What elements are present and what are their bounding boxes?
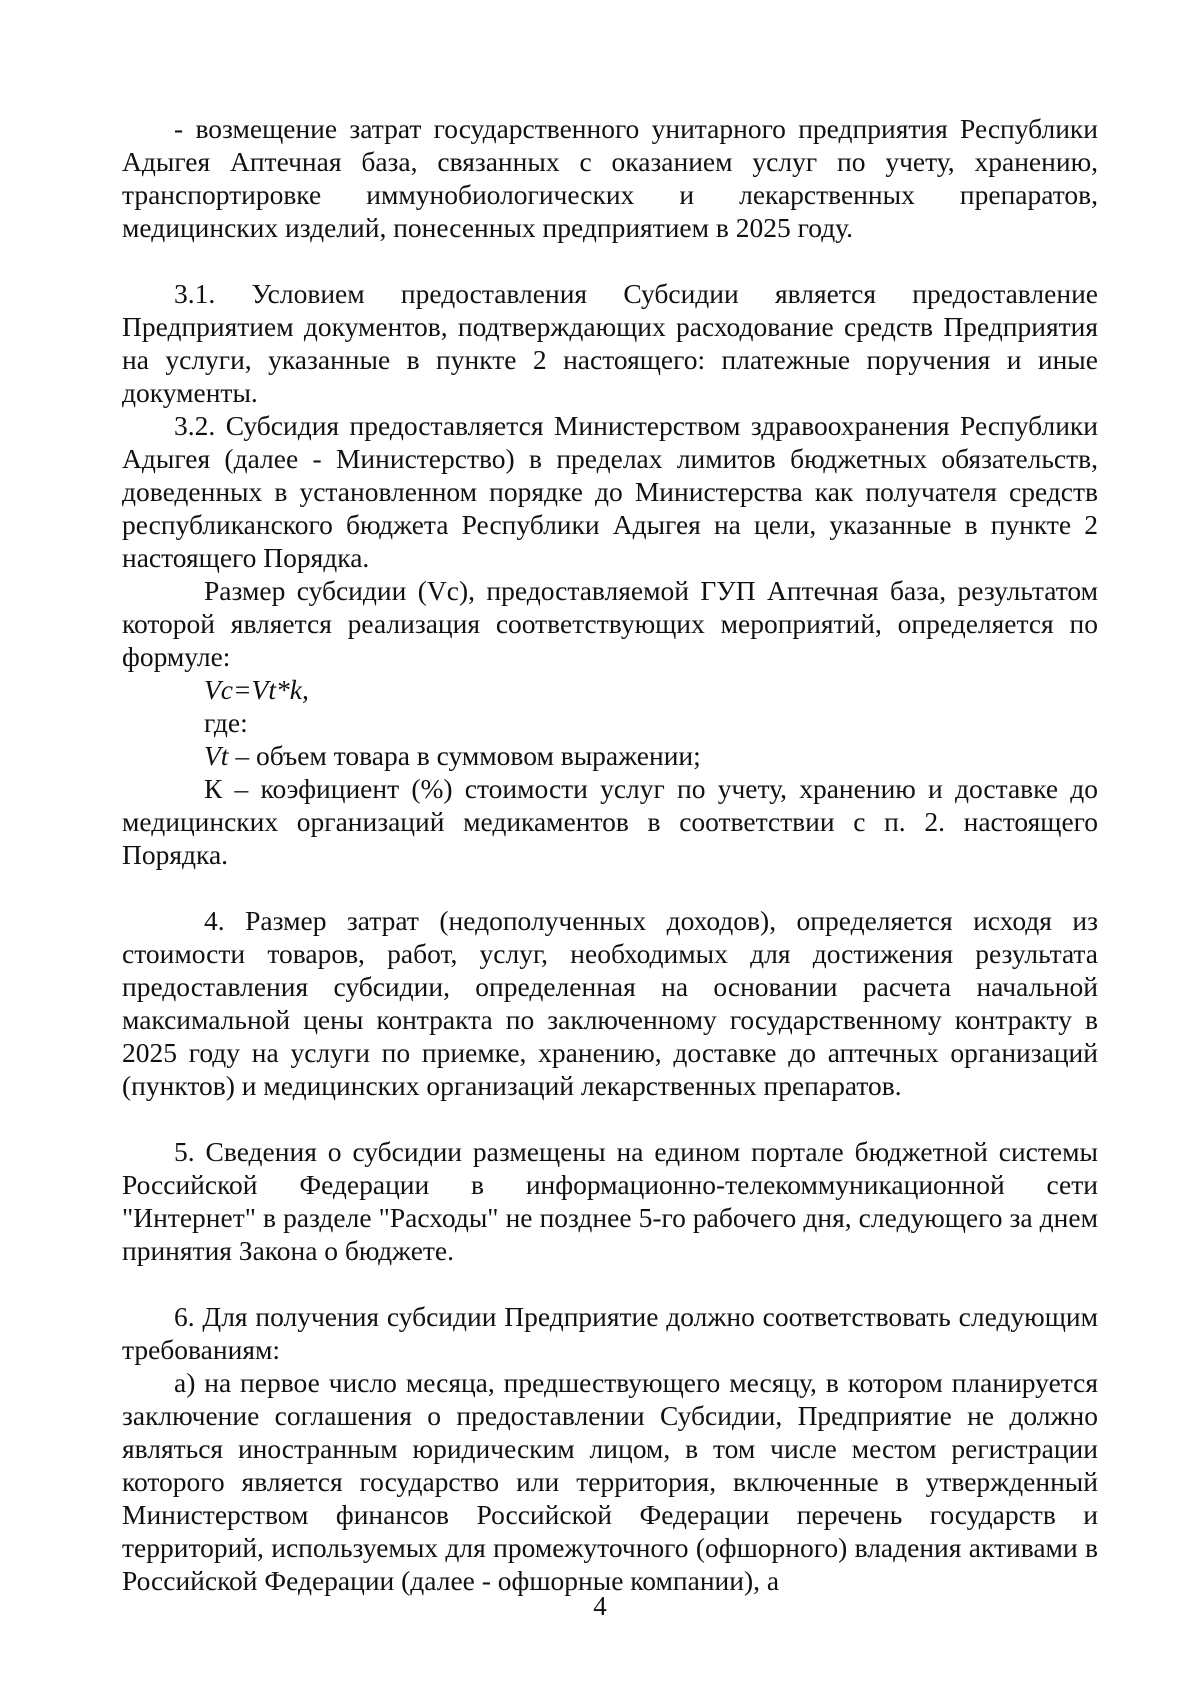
document-body [122,112,1098,1597]
definition-vt [122,739,1098,772]
paragraph-6: 6. Для получения субсидии Предприятие должно соответствовать следующим требованиям: [122,1301,1098,1365]
paragraph-6a: а) на первое число месяца, предшествующего месяцу, в котором планируется заключение соглашения о предоставлении Субсидии, Предприятие не должно являться иностранным юридическим лицом, в том числе местом регистрации которого является государство или территория, включенные в утвержденный Министерством финансов Российской Федерации перечень государств и территорий, используемых для промежуточного (офшорного) владения активами в Российской Федерации (далее - офшорные компании), а [122,1367,1098,1596]
page-number: 4 [593,1591,607,1621]
definition-k: К – коэфициент (%) стоимости услуг по учету, хранению и доставке до медицинских организаций медикаментов в соответствии с п. 2. настоящего Порядка. [122,773,1098,870]
paragraph-3-1: 3.1. Условием предоставления Субсидии является предоставление Предприятием документов, подтверждающих расходование средств Предприятия на услуги, указанные в пункте 2 настоящего: платежные поручения и иные документы. [122,278,1098,408]
vt-symbol: Vt [204,740,229,771]
paragraph-3-2: 3.2. Субсидия предоставляется Министерством здравоохранения Республики Адыгея (далее - Министерство) в пределах лимитов бюджетных обязательств, доведенных в установленном порядке до Министерства как получателя средств республиканского бюджета Республики Адыгея на цели, указанные в пункте 2 настоящего Порядка. [122,410,1098,573]
formula: Vc=Vt*k, [204,674,309,705]
paragraph-5: 5. Сведения о субсидии размещены на едином портале бюджетной системы Российской Федерации в информационно-телекоммуникационной сети "Интернет" в разделе "Расходы" не позднее 5-го рабочего дня, следующего за днем принятия Закона о бюджете. [122,1136,1098,1266]
paragraph-4: 4. Размер затрат (недополученных доходов), определяется исходя из стоимости товаров, работ, услуг, необходимых для достижения результата предоставления субсидии, определенная на основании расчета начальной максимальной цены контракта по заключенному государственному контракту в 2025 году на услуги по приемке, хранению, доставке до аптечных организаций (пунктов) и медицинских организаций лекарственных препаратов. [122,905,1098,1101]
vt-definition-text: – объем товара в суммовом выражении; [228,740,701,771]
formula-where: где: [204,707,248,738]
paragraph-reimbursement: - возмещение затрат государственного унитарного предприятия Республики Адыгея Аптечная база, связанных с оказанием услуг по учету, хранению, транспортировке иммунобиологических и лекарственных препаратов, медицинских изделий, понесенных предприятием в 2025 году. [122,113,1098,243]
paragraph-subsidy-size: Размер субсидии (Vc), предоставляемой ГУП Аптечная база, результатом которой является реализация соответствующих мероприятий, определяется по формуле: [122,575,1098,672]
